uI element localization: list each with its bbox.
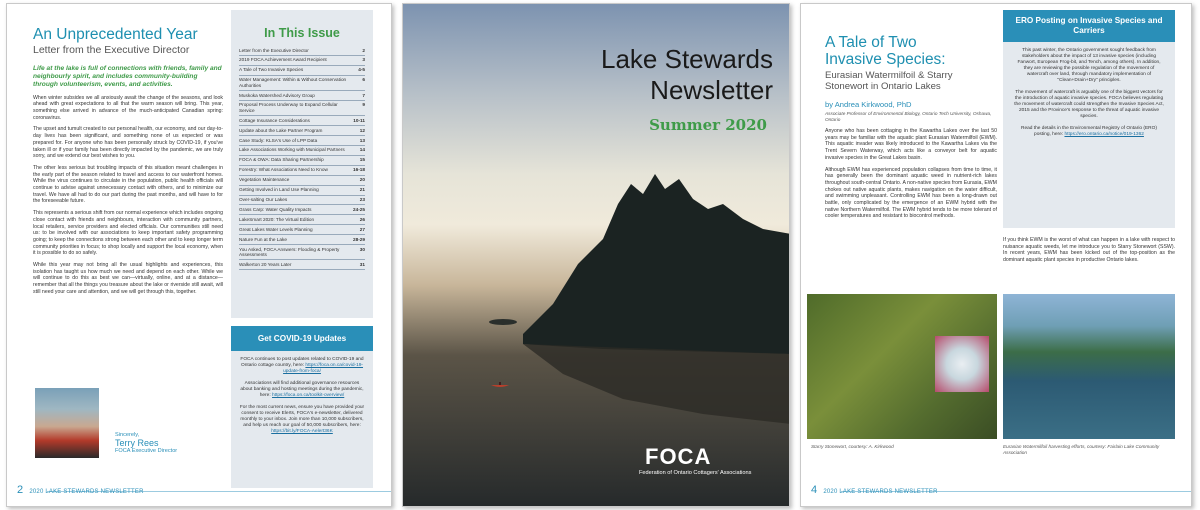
toc-item[interactable] xyxy=(239,56,365,66)
toc-item[interactable] xyxy=(239,245,365,260)
toc-item[interactable] xyxy=(239,235,365,245)
toc-item-page: 28-29 xyxy=(353,236,365,242)
toc-item[interactable] xyxy=(239,116,365,126)
toc-item[interactable] xyxy=(239,156,365,166)
toc-item[interactable] xyxy=(239,186,365,196)
ero-text: The movement of watercraft is arguably one of the biggest vectors for the introduction of aquatic invasive species. FOCA believes regulating the movement of watercraft could strengthen the Invasive Species Act, 2015 and the Province's response to the threat of aquatic invasive species. xyxy=(1014,90,1164,119)
page-title: An Unprecedented Year xyxy=(33,26,198,43)
letter-paragraph: The upset and tumult created to our personal health, our economy, and our day-to-day lives has been significant, and something none of us expected or was prepared for. For anyone who has been personally struck by COVID-19, if you've taken ill or if your family has been directly impacted by the pandemic, we are truly sorry, and we extend our best wishes to you. xyxy=(33,126,223,160)
signature-block xyxy=(115,432,177,454)
author-affiliation: Associate Professor of Environmental Biology, Ontario Tech University, Oshawa, Ontario xyxy=(825,111,992,122)
toc-item[interactable] xyxy=(239,101,365,116)
toc-item-page: 23 xyxy=(359,197,365,202)
cover-title-line: Lake Stewards xyxy=(601,44,773,74)
starry-stonewort-photo xyxy=(807,294,997,439)
toc-item[interactable] xyxy=(239,91,365,101)
article-column xyxy=(825,34,997,220)
article-paragraph: If you think EWM is the worst of what can happen in a lake with respect to nuisance aquatic weeds, let me introduce you to Starry Stonewort (SSW). In recent years, EWM has been kicked out of the top-position as the dominant aquatic plant species in productive Ontario lakes. xyxy=(1003,237,1175,264)
toc-item-title: Grass Carp: Water Quality Impacts xyxy=(239,206,312,212)
newsletter-cover xyxy=(402,3,790,507)
toc-item-page: 31 xyxy=(359,261,365,267)
article-title-line: A Tale of Two xyxy=(825,34,917,51)
covid-updates-box xyxy=(231,326,373,488)
cover-title-line: Newsletter xyxy=(650,75,773,105)
footer-text: 2020 LAKE STEWARDS NEWSLETTER xyxy=(29,489,144,495)
toc-item-title: FOCA & OWA: Data Sharing Partnership xyxy=(239,157,324,163)
toc-list xyxy=(239,46,365,270)
page-number: 2 xyxy=(17,484,24,496)
photo-caption: Eurasian Watermilfoil harvesting efforts, courtesy: Fairlain Lake Community Association xyxy=(1003,444,1160,455)
ero-para: Read the details in the Environmental Registry of Ontario (ERO) posting, here: xyxy=(1021,126,1157,137)
newsletter-page-4 xyxy=(800,3,1192,507)
covid-para: FOCA continues to post updates related to COVID-19 and Ontario cottage country, here: xyxy=(240,357,364,368)
ero-posting-box xyxy=(1003,10,1175,228)
lead-paragraph: Life at the lake is full of connections with friends, family and neighbourly spirit, and includes community-building through volunteerism, events, and activities. xyxy=(33,65,222,89)
toc-item-page: 7 xyxy=(362,92,365,98)
toc-item-page: 15 xyxy=(359,157,365,163)
small-island xyxy=(489,319,517,325)
page-footer xyxy=(811,484,938,496)
covid-para: Associations will find additional governance resources about banking and hosting meetings during the pandemic, here: xyxy=(240,381,364,398)
toc-item[interactable] xyxy=(239,215,365,225)
toc-item[interactable] xyxy=(239,225,365,235)
elert-link[interactable]: https://bit.ly/FOCA-Aelert36K xyxy=(271,429,333,434)
article-subtitle: Eurasian Watermilfoil & Starry Stonewort in Ontario Lakes xyxy=(825,70,953,92)
toc-item-title: Lake Associations Working with Municipal Partners xyxy=(239,147,345,153)
foca-org-name: Federation of Ontario Cottagers' Associations xyxy=(639,470,752,476)
toc-item[interactable] xyxy=(239,260,365,270)
toc-item-title: Over-salting Our Lakes xyxy=(239,197,288,202)
toc-heading: In This Issue xyxy=(264,26,340,40)
letter-paragraph: While this year may not bring all the usual highlights and experiences, this isolation has taught us how much we need and depend on each other. While we will continue to do this as best we can—virtually, online, and at a distance—remember that all the things you treasure about the lake or riverside still await, will still need your care and attention, and we will get through this, together. xyxy=(33,262,223,295)
toc-item-page: 4-5 xyxy=(358,67,365,73)
toc-item-title: Great Lakes Water Levels Planning xyxy=(239,226,313,232)
newsletter-page-2 xyxy=(6,3,392,507)
letter-column xyxy=(33,26,223,296)
article-paragraph: Although EWM has experienced population collapses from time to time, it has generally been the dominant aquatic weed in nutrient-rich lakes throughout south-central Ontario. A non-native species from Eurasia, EWM chokes out native aquatic plants, makes navigation on the water difficult, and swimming unpleasant. Controlling EWM has been a long-drawn out battle, only complicated by the emergence of an EWM hybrid with the native Northern Watermilfoil. The EWM hybrid tends to be more tolerant of cooler temperatures and resistant to biocontrol methods. xyxy=(825,166,997,220)
toc-item[interactable] xyxy=(239,205,365,215)
toc-item-page: 27 xyxy=(359,226,365,232)
toc-item-title: Muskoka Watershed Advisory Group xyxy=(239,92,315,98)
foca-logo: FOCA xyxy=(645,444,712,469)
signer-title: FOCA Executive Director xyxy=(115,448,178,454)
covid-text xyxy=(231,405,373,435)
toc-item-page: 16-18 xyxy=(353,167,365,173)
toc-item-title: Getting Involved in Land Use Planning xyxy=(239,187,319,193)
stonewort-closeup-photo xyxy=(935,336,989,392)
footer-text: 2020 LAKE STEWARDS NEWSLETTER xyxy=(823,489,938,495)
director-photo xyxy=(35,388,99,458)
toc-item-page: 14 xyxy=(359,147,365,153)
toc-item[interactable] xyxy=(239,76,365,91)
toc-item-title: You Asked, FOCA Answers: Flooding & Property Assessments xyxy=(239,246,340,257)
article-continuation xyxy=(1003,232,1175,264)
toc-item-title: Vegetation Maintenance xyxy=(239,177,290,183)
toc-item-title: LakeSmart 2020: The Virtual Edition xyxy=(239,216,315,222)
covid-link[interactable]: https://foca.on.ca/covid-19-update-from-foca/ xyxy=(283,363,364,374)
page-subtitle: Letter from the Executive Director xyxy=(33,44,190,56)
byline: by Andrea Kirkwood, PhD xyxy=(825,100,912,109)
covid-para: For the most current news, ensure you have provided your consent to receive Elerts, FOCA's e-newsletter, delivered monthly to your inbox. Join more than 10,000 subscribers, and help us reach our goal of 50,000 subscribers, here: xyxy=(239,405,365,428)
table-of-contents xyxy=(231,10,373,318)
toc-item-page: 6 xyxy=(362,77,365,83)
toc-item[interactable] xyxy=(239,126,365,136)
toc-item-page: 24-25 xyxy=(353,206,365,212)
toc-item-title: Update about the Lake Partner Program xyxy=(239,127,323,133)
cover-season: Summer 2020 xyxy=(649,116,767,134)
ero-text xyxy=(1003,126,1175,138)
signer-name: Terry Rees xyxy=(115,438,159,448)
toc-item[interactable] xyxy=(239,166,365,176)
article-title-line: Invasive Species: xyxy=(825,51,946,68)
toc-item[interactable] xyxy=(239,46,365,56)
sign-off: Sincerely, xyxy=(115,432,140,438)
toc-item[interactable] xyxy=(239,176,365,186)
toc-item[interactable] xyxy=(239,146,365,156)
toc-item-page: 2 xyxy=(362,47,365,53)
toc-item-page: 10-11 xyxy=(353,117,365,123)
toc-item[interactable] xyxy=(239,66,365,76)
toolkit-link[interactable]: https://foca.on.ca/toolkit-overview/ xyxy=(272,393,345,398)
toc-item-title: Proposal Process Underway to Expand Cellular Service xyxy=(239,102,338,113)
ero-heading: ERO Posting on Invasive Species and Carriers xyxy=(1003,10,1175,42)
toc-item-page: 20 xyxy=(359,177,365,183)
toc-item-page: 12 xyxy=(359,127,365,133)
canoe-icon xyxy=(491,382,509,388)
toc-item-title: Case Study: KLSA's Use of LPP Data xyxy=(239,137,318,143)
toc-item-page: 13 xyxy=(359,137,365,143)
toc-item[interactable] xyxy=(239,136,365,146)
covid-heading: Get COVID-19 Updates xyxy=(231,326,373,351)
covid-text xyxy=(231,357,373,375)
island-reflection xyxy=(523,344,790,424)
watermilfoil-harvest-photo xyxy=(1003,294,1175,439)
ero-text: This past winter, the Ontario government sought feedback from stakeholders about the impact of 13 invasive species (including Fanwort, European Frog-bit, and Tench, among others). In addition, they are reviewing the possible regulation of the movement of watercraft over land, through mandatory implementation of "Clean+Drain+Dry" principles. xyxy=(1017,48,1161,83)
letter-paragraph: This represents a serious shift from our normal experience which includes ongoing close contact with friends and neighbours, interaction with community partners, local retailers, service providers and elected officials. Our communities still need us: to be involved with our associations to keep important safety programming going; to keep the connections strong between each other and to keep longer term community priorities in focus; to shop locally and support the local economy, when it is possible to do so safely. xyxy=(33,210,223,257)
letter-paragraph: When winter subsides we all anxiously await the change of the seasons, and look ahead with great expectations to all that the warm season will bring. This year, something else arrived in advance of the much-anticipated Canadian spring: coronavirus. xyxy=(33,94,223,121)
photo-caption: Starry Stonewort, courtesy: A. Kirkwood xyxy=(811,444,894,449)
toc-item-title: Forestry: What Associations Need to Know xyxy=(239,167,328,173)
toc-item-page: 26 xyxy=(359,216,365,222)
article-title xyxy=(825,34,997,68)
tree-island xyxy=(523,174,790,354)
cover-title xyxy=(403,44,773,106)
toc-item[interactable] xyxy=(239,196,365,206)
toc-item-title: 2019 FOCA Achievement Award Recipient xyxy=(239,57,327,63)
toc-item-page: 21 xyxy=(359,187,365,193)
page-footer xyxy=(17,484,144,496)
toc-item-title: Nature Fun at the Lake xyxy=(239,236,287,242)
ero-link[interactable]: https://ero.ontario.ca/notice/019-1362 xyxy=(1064,132,1144,137)
article-paragraph: Anyone who has been cottaging in the Kawartha Lakes over the last 50 years may be familiar with the aquatic plant Eurasian Watermilfoil (EWM). This aquatic invader was likely introduced to the Kawartha Lakes via the Trent Severn Waterway, which acts like a conveyor belt for aquatic invasive species in the Great Lakes basin. xyxy=(825,128,997,161)
toc-item-title: Letter from the Executive Director xyxy=(239,47,309,53)
covid-text xyxy=(231,381,373,399)
toc-item-page: 30 xyxy=(359,246,365,252)
letter-paragraph: The other less serious but troubling impacts of this situation meant challenges in the early part of the season related to travel and access to our waterfront homes. While the virus continues to circulate in the population, public health officials will continue to advise against unnecessary contact with others, and to minimize our travel. We have all had to do our part during the past months, and will have to for the foreseeable future. xyxy=(33,164,223,205)
toc-item-title: Cottage Insurance Considerations xyxy=(239,117,310,123)
toc-item-page: 9 xyxy=(362,102,365,108)
toc-item-title: A Tale of Two Invasive Species xyxy=(239,67,304,73)
toc-item-title: Walkerton 20 Years Later xyxy=(239,261,292,267)
toc-item-page: 3 xyxy=(362,57,365,63)
toc-item-title: Water Management: Within & Without Conservation Authorities xyxy=(239,77,347,88)
page-number: 4 xyxy=(811,484,818,496)
